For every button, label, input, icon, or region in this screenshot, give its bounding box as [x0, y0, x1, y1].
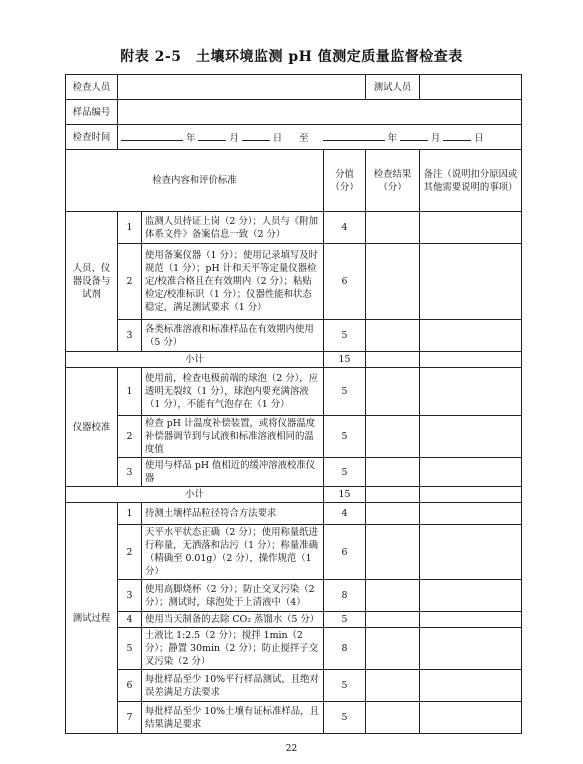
item-number: 2: [118, 416, 142, 458]
subtotal-score: 15: [324, 352, 366, 368]
item-criteria: 使用高脚烧杯（2 分）；防止交叉污染（2 分）；测试时，球泡处于上清液中（4）: [142, 580, 324, 612]
item-number: 3: [118, 320, 142, 352]
item-number: 2: [118, 244, 142, 320]
item-score: 5: [324, 368, 366, 416]
item-score: 6: [324, 244, 366, 320]
subtotal-label: 小计: [66, 487, 324, 503]
item-criteria: 检查 pH 计温度补偿装置，或将仪器温度补偿器调节到与试液和标准溶液相同的温度值: [142, 416, 324, 458]
item-score: 5: [324, 458, 366, 487]
item-score: 5: [324, 670, 366, 702]
inspector-label: 检查人员: [66, 75, 118, 100]
item-score: 6: [324, 525, 366, 580]
item-criteria: 监测人员持证上岗（2 分）；人员与《附加体系文件》备案信息一致（2 分）: [142, 212, 324, 244]
item-number: 1: [118, 503, 142, 525]
remark-cell[interactable]: [420, 503, 522, 525]
result-cell[interactable]: [366, 628, 420, 670]
item-score: 8: [324, 628, 366, 670]
section-name: 人员、仪器设备与试剂: [66, 212, 118, 352]
item-criteria: 使用前，检查电极前端的球泡（2 分），应透明无裂纹（1 分），球泡内要充满溶液（1 分），不能有气泡存在（1 分）: [142, 368, 324, 416]
time-value[interactable]: 年 月 日 至 年 月 日: [118, 125, 522, 150]
item-score: 8: [324, 580, 366, 612]
result-cell[interactable]: [366, 368, 420, 416]
result-cell[interactable]: [366, 670, 420, 702]
result-cell[interactable]: [366, 212, 420, 244]
section-name: 测试过程: [66, 503, 118, 734]
item-score: 5: [324, 416, 366, 458]
remark-cell[interactable]: [420, 670, 522, 702]
result-cell[interactable]: [366, 580, 420, 612]
remark-cell[interactable]: [420, 320, 522, 352]
column-remark: 备注（说明扣分原因或其他需要说明的事项）: [420, 150, 522, 212]
item-criteria: 使用与样品 pH 值相近的缓冲溶液校准仪器: [142, 458, 324, 487]
item-criteria: 使用当天制备的去除 CO₂ 蒸馏水（5 分）: [142, 612, 324, 628]
sample-value[interactable]: [118, 100, 522, 125]
result-cell[interactable]: [366, 487, 420, 503]
supervision-checklist-table: [65, 74, 522, 734]
result-cell[interactable]: [366, 702, 420, 734]
item-criteria: 土液比 1:2.5（2 分）；搅拌 1min（2 分）；静置 30min（2 分）；防止搅拌子交叉污染（2 分）: [142, 628, 324, 670]
subtotal-label: 小计: [66, 352, 324, 368]
remark-cell[interactable]: [420, 487, 522, 503]
result-cell[interactable]: [366, 458, 420, 487]
item-number: 7: [118, 702, 142, 734]
time-label: 检查时间: [66, 125, 118, 150]
remark-cell[interactable]: [420, 416, 522, 458]
section-name: 仪器校准: [66, 368, 118, 487]
result-cell[interactable]: [366, 612, 420, 628]
page-number: 22: [285, 744, 298, 754]
item-criteria: 天平水平状态正确（2 分）；使用称量纸进行称量，无洒落和沾污（1 分）；称量准确（精确至 0.01g）（2 分），操作规范（1 分）: [142, 525, 324, 580]
item-score: 5: [324, 702, 366, 734]
item-score: 5: [324, 612, 366, 628]
remark-cell[interactable]: [420, 244, 522, 320]
remark-cell[interactable]: [420, 525, 522, 580]
result-cell[interactable]: [366, 416, 420, 458]
remark-cell[interactable]: [420, 628, 522, 670]
item-number: 2: [118, 525, 142, 580]
column-content: 检查内容和评价标准: [66, 150, 324, 212]
item-number: 1: [118, 212, 142, 244]
inspector-value[interactable]: [118, 75, 366, 100]
result-cell[interactable]: [366, 503, 420, 525]
item-score: 5: [324, 320, 366, 352]
remark-cell[interactable]: [420, 352, 522, 368]
column-result: 检查结果（分）: [366, 150, 420, 212]
tester-value[interactable]: [420, 75, 522, 100]
column-score: 分值（分）: [324, 150, 366, 212]
item-score: 4: [324, 212, 366, 244]
item-score: 4: [324, 503, 366, 525]
tester-label: 测试人员: [366, 75, 420, 100]
page-title: 附表 2-5 土壤环境监测 pH 值测定质量监督检查表: [120, 49, 463, 65]
item-number: 1: [118, 368, 142, 416]
subtotal-score: 15: [324, 487, 366, 503]
item-number: 3: [118, 580, 142, 612]
result-cell[interactable]: [366, 320, 420, 352]
item-number: 6: [118, 670, 142, 702]
item-number: 4: [118, 612, 142, 628]
item-number: 3: [118, 458, 142, 487]
sample-label: 样品编号: [66, 100, 118, 125]
item-criteria: 使用备案仪器（1 分）；使用记录填写及时规范（1 分）；pH 计和天平等定量仪器检定/校准合格且在有效期内（2 分）；粘贴检定/校准标识（1 分）；仪器性能和状态稳定，满足测试要求（1 分）: [142, 244, 324, 320]
item-criteria: 每批样品至少 10%土壤有证标准样品，且结果满足要求: [142, 702, 324, 734]
remark-cell[interactable]: [420, 368, 522, 416]
result-cell[interactable]: [366, 525, 420, 580]
remark-cell[interactable]: [420, 458, 522, 487]
item-number: 5: [118, 628, 142, 670]
result-cell[interactable]: [366, 352, 420, 368]
item-criteria: 每批样品至少 10%平行样品测试，且绝对误差满足方法要求: [142, 670, 324, 702]
remark-cell[interactable]: [420, 580, 522, 612]
remark-cell[interactable]: [420, 612, 522, 628]
remark-cell[interactable]: [420, 702, 522, 734]
item-criteria: 待测土壤样品粒径符合方法要求: [142, 503, 324, 525]
item-criteria: 各类标准溶液和标准样品在有效期内使用（5 分）: [142, 320, 324, 352]
result-cell[interactable]: [366, 244, 420, 320]
remark-cell[interactable]: [420, 212, 522, 244]
